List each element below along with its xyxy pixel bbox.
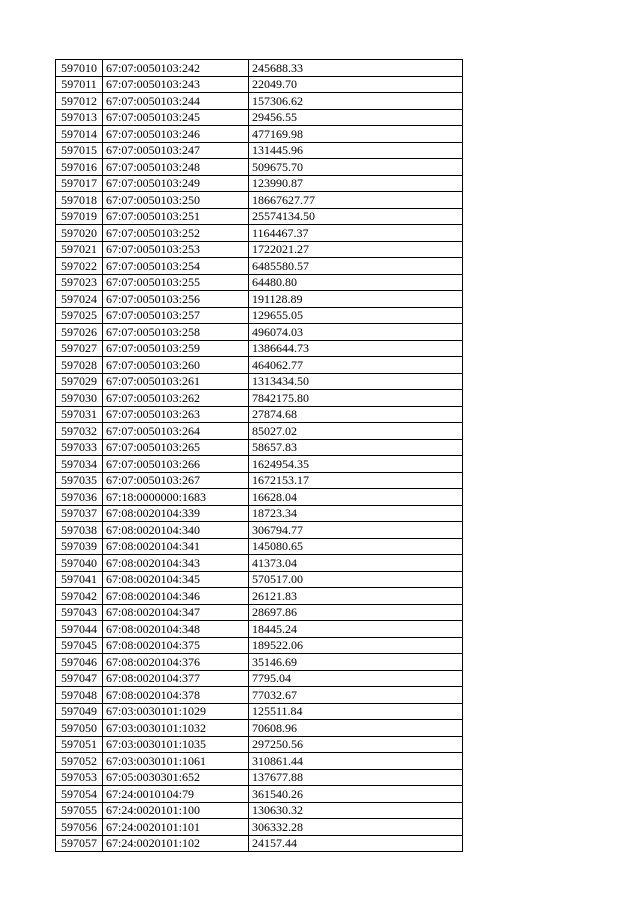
- amount-cell: 189522.06: [249, 637, 463, 654]
- row-id-cell: 597044: [56, 621, 103, 638]
- cadastral-number-cell: 67:07:0050103:243: [103, 76, 249, 93]
- row-id-cell: 597047: [56, 670, 103, 687]
- row-id-cell: 597026: [56, 324, 103, 341]
- cadastral-number-cell: 67:03:0030101:1032: [103, 720, 249, 737]
- table-row: [56, 93, 463, 110]
- cadastral-number-cell: 67:08:0020104:375: [103, 637, 249, 654]
- amount-cell: 41373.04: [249, 555, 463, 572]
- cadastral-number-cell: 67:07:0050103:262: [103, 390, 249, 407]
- amount-cell: 16628.04: [249, 489, 463, 506]
- table-row: [56, 555, 463, 572]
- row-id-cell: 597045: [56, 637, 103, 654]
- amount-cell: 18445.24: [249, 621, 463, 638]
- cadastral-number-cell: 67:07:0050103:265: [103, 439, 249, 456]
- row-id-cell: 597041: [56, 571, 103, 588]
- row-id-cell: 597052: [56, 753, 103, 770]
- row-id-cell: 597033: [56, 439, 103, 456]
- cadastral-number-cell: 67:07:0050103:249: [103, 175, 249, 192]
- cadastral-number-cell: 67:08:0020104:377: [103, 670, 249, 687]
- cadastral-number-cell: 67:07:0050103:246: [103, 126, 249, 143]
- row-id-cell: 597036: [56, 489, 103, 506]
- cadastral-number-cell: 67:07:0050103:253: [103, 241, 249, 258]
- amount-cell: 464062.77: [249, 357, 463, 374]
- table-body: [56, 60, 463, 852]
- amount-cell: 6485580.57: [249, 258, 463, 275]
- amount-cell: 7795.04: [249, 670, 463, 687]
- amount-cell: 145080.65: [249, 538, 463, 555]
- cadastral-number-cell: 67:07:0050103:264: [103, 423, 249, 440]
- row-id-cell: 597029: [56, 373, 103, 390]
- cadastral-number-cell: 67:07:0050103:263: [103, 406, 249, 423]
- row-id-cell: 597010: [56, 60, 103, 77]
- row-id-cell: 597024: [56, 291, 103, 308]
- amount-cell: 7842175.80: [249, 390, 463, 407]
- row-id-cell: 597017: [56, 175, 103, 192]
- amount-cell: 25574134.50: [249, 208, 463, 225]
- cadastral-number-cell: 67:07:0050103:251: [103, 208, 249, 225]
- row-id-cell: 597049: [56, 703, 103, 720]
- table-row: [56, 604, 463, 621]
- row-id-cell: 597046: [56, 654, 103, 671]
- table-row: [56, 274, 463, 291]
- table-row: [56, 456, 463, 473]
- amount-cell: 137677.88: [249, 769, 463, 786]
- row-id-cell: 597035: [56, 472, 103, 489]
- cadastral-number-cell: 67:08:0020104:345: [103, 571, 249, 588]
- table-row: [56, 175, 463, 192]
- row-id-cell: 597028: [56, 357, 103, 374]
- cadastral-number-cell: 67:07:0050103:267: [103, 472, 249, 489]
- row-id-cell: 597042: [56, 588, 103, 605]
- cadastral-number-cell: 67:07:0050103:258: [103, 324, 249, 341]
- cadastral-number-cell: 67:07:0050103:255: [103, 274, 249, 291]
- row-id-cell: 597021: [56, 241, 103, 258]
- data-table: [55, 59, 463, 852]
- row-id-cell: 597034: [56, 456, 103, 473]
- cadastral-number-cell: 67:08:0020104:341: [103, 538, 249, 555]
- table-row: [56, 307, 463, 324]
- table-row: [56, 373, 463, 390]
- table-row: [56, 439, 463, 456]
- cadastral-number-cell: 67:07:0050103:250: [103, 192, 249, 209]
- table-row: [56, 109, 463, 126]
- amount-cell: 22049.70: [249, 76, 463, 93]
- amount-cell: 477169.98: [249, 126, 463, 143]
- row-id-cell: 597014: [56, 126, 103, 143]
- table-row: [56, 159, 463, 176]
- cadastral-number-cell: 67:08:0020104:346: [103, 588, 249, 605]
- amount-cell: 29456.55: [249, 109, 463, 126]
- cadastral-number-cell: 67:08:0020104:340: [103, 522, 249, 539]
- cadastral-number-cell: 67:08:0020104:376: [103, 654, 249, 671]
- cadastral-number-cell: 67:07:0050103:252: [103, 225, 249, 242]
- row-id-cell: 597022: [56, 258, 103, 275]
- row-id-cell: 597057: [56, 835, 103, 852]
- table-row: [56, 126, 463, 143]
- table-row: [56, 654, 463, 671]
- table-row: [56, 60, 463, 77]
- cadastral-number-cell: 67:07:0050103:248: [103, 159, 249, 176]
- table-row: [56, 357, 463, 374]
- amount-cell: 123990.87: [249, 175, 463, 192]
- table-row: [56, 192, 463, 209]
- table-row: [56, 538, 463, 555]
- amount-cell: 125511.84: [249, 703, 463, 720]
- cadastral-number-cell: 67:24:0020101:100: [103, 802, 249, 819]
- amount-cell: 1386644.73: [249, 340, 463, 357]
- cadastral-number-cell: 67:07:0050103:257: [103, 307, 249, 324]
- row-id-cell: 597020: [56, 225, 103, 242]
- table-row: [56, 291, 463, 308]
- row-id-cell: 597050: [56, 720, 103, 737]
- cadastral-number-cell: 67:03:0030101:1035: [103, 736, 249, 753]
- row-id-cell: 597019: [56, 208, 103, 225]
- row-id-cell: 597015: [56, 142, 103, 159]
- amount-cell: 35146.69: [249, 654, 463, 671]
- table-row: [56, 340, 463, 357]
- cadastral-number-cell: 67:08:0020104:343: [103, 555, 249, 572]
- table-row: [56, 142, 463, 159]
- table-row: [56, 571, 463, 588]
- row-id-cell: 597051: [56, 736, 103, 753]
- cadastral-number-cell: 67:07:0050103:261: [103, 373, 249, 390]
- row-id-cell: 597037: [56, 505, 103, 522]
- table-row: [56, 786, 463, 803]
- amount-cell: 306794.77: [249, 522, 463, 539]
- amount-cell: 24157.44: [249, 835, 463, 852]
- amount-cell: 18667627.77: [249, 192, 463, 209]
- row-id-cell: 597043: [56, 604, 103, 621]
- cadastral-number-cell: 67:07:0050103:260: [103, 357, 249, 374]
- row-id-cell: 597030: [56, 390, 103, 407]
- amount-cell: 297250.56: [249, 736, 463, 753]
- amount-cell: 245688.33: [249, 60, 463, 77]
- amount-cell: 306332.28: [249, 819, 463, 836]
- amount-cell: 58657.83: [249, 439, 463, 456]
- row-id-cell: 597013: [56, 109, 103, 126]
- row-id-cell: 597018: [56, 192, 103, 209]
- cadastral-number-cell: 67:07:0050103:254: [103, 258, 249, 275]
- amount-cell: 570517.00: [249, 571, 463, 588]
- table-row: [56, 406, 463, 423]
- table-row: [56, 472, 463, 489]
- amount-cell: 77032.67: [249, 687, 463, 704]
- amount-cell: 1313434.50: [249, 373, 463, 390]
- row-id-cell: 597055: [56, 802, 103, 819]
- cadastral-number-cell: 67:03:0030101:1061: [103, 753, 249, 770]
- table-row: [56, 225, 463, 242]
- row-id-cell: 597054: [56, 786, 103, 803]
- table-row: [56, 835, 463, 852]
- cadastral-number-cell: 67:18:0000000:1683: [103, 489, 249, 506]
- row-id-cell: 597039: [56, 538, 103, 555]
- row-id-cell: 597027: [56, 340, 103, 357]
- row-id-cell: 597053: [56, 769, 103, 786]
- table-row: [56, 588, 463, 605]
- amount-cell: 310861.44: [249, 753, 463, 770]
- row-id-cell: 597040: [56, 555, 103, 572]
- row-id-cell: 597031: [56, 406, 103, 423]
- cadastral-number-cell: 67:07:0050103:245: [103, 109, 249, 126]
- row-id-cell: 597016: [56, 159, 103, 176]
- amount-cell: 129655.05: [249, 307, 463, 324]
- table-row: [56, 76, 463, 93]
- amount-cell: 509675.70: [249, 159, 463, 176]
- cadastral-number-cell: 67:24:0020101:102: [103, 835, 249, 852]
- table-row: [56, 489, 463, 506]
- table-row: [56, 687, 463, 704]
- cadastral-number-cell: 67:07:0050103:259: [103, 340, 249, 357]
- cadastral-number-cell: 67:07:0050103:256: [103, 291, 249, 308]
- table-row: [56, 324, 463, 341]
- table-row: [56, 522, 463, 539]
- table-row: [56, 241, 463, 258]
- cadastral-number-cell: 67:03:0030101:1029: [103, 703, 249, 720]
- amount-cell: 130630.32: [249, 802, 463, 819]
- amount-cell: 70608.96: [249, 720, 463, 737]
- cadastral-number-cell: 67:07:0050103:247: [103, 142, 249, 159]
- cadastral-number-cell: 67:24:0020101:101: [103, 819, 249, 836]
- amount-cell: 1722021.27: [249, 241, 463, 258]
- amount-cell: 18723.34: [249, 505, 463, 522]
- table-row: [56, 753, 463, 770]
- amount-cell: 1672153.17: [249, 472, 463, 489]
- row-id-cell: 597011: [56, 76, 103, 93]
- amount-cell: 26121.83: [249, 588, 463, 605]
- amount-cell: 27874.68: [249, 406, 463, 423]
- row-id-cell: 597038: [56, 522, 103, 539]
- table-row: [56, 736, 463, 753]
- amount-cell: 1164467.37: [249, 225, 463, 242]
- table-row: [56, 703, 463, 720]
- table-row: [56, 390, 463, 407]
- row-id-cell: 597023: [56, 274, 103, 291]
- cadastral-number-cell: 67:05:0030301:652: [103, 769, 249, 786]
- cadastral-number-cell: 67:08:0020104:347: [103, 604, 249, 621]
- row-id-cell: 597056: [56, 819, 103, 836]
- cadastral-number-cell: 67:08:0020104:348: [103, 621, 249, 638]
- table-row: [56, 769, 463, 786]
- table-row: [56, 802, 463, 819]
- cadastral-number-cell: 67:07:0050103:266: [103, 456, 249, 473]
- table-row: [56, 423, 463, 440]
- row-id-cell: 597025: [56, 307, 103, 324]
- row-id-cell: 597012: [56, 93, 103, 110]
- table-row: [56, 208, 463, 225]
- table-row: [56, 621, 463, 638]
- amount-cell: 496074.03: [249, 324, 463, 341]
- amount-cell: 361540.26: [249, 786, 463, 803]
- cadastral-number-cell: 67:07:0050103:244: [103, 93, 249, 110]
- amount-cell: 157306.62: [249, 93, 463, 110]
- amount-cell: 64480.80: [249, 274, 463, 291]
- amount-cell: 191128.89: [249, 291, 463, 308]
- row-id-cell: 597048: [56, 687, 103, 704]
- cadastral-number-cell: 67:08:0020104:339: [103, 505, 249, 522]
- cadastral-number-cell: 67:07:0050103:242: [103, 60, 249, 77]
- amount-cell: 85027.02: [249, 423, 463, 440]
- amount-cell: 1624954.35: [249, 456, 463, 473]
- cadastral-number-cell: 67:24:0010104:79: [103, 786, 249, 803]
- row-id-cell: 597032: [56, 423, 103, 440]
- amount-cell: 28697.86: [249, 604, 463, 621]
- cadastral-number-cell: 67:08:0020104:378: [103, 687, 249, 704]
- table-row: [56, 670, 463, 687]
- table-row: [56, 505, 463, 522]
- amount-cell: 131445.96: [249, 142, 463, 159]
- table-row: [56, 819, 463, 836]
- table-row: [56, 720, 463, 737]
- table-row: [56, 637, 463, 654]
- table-row: [56, 258, 463, 275]
